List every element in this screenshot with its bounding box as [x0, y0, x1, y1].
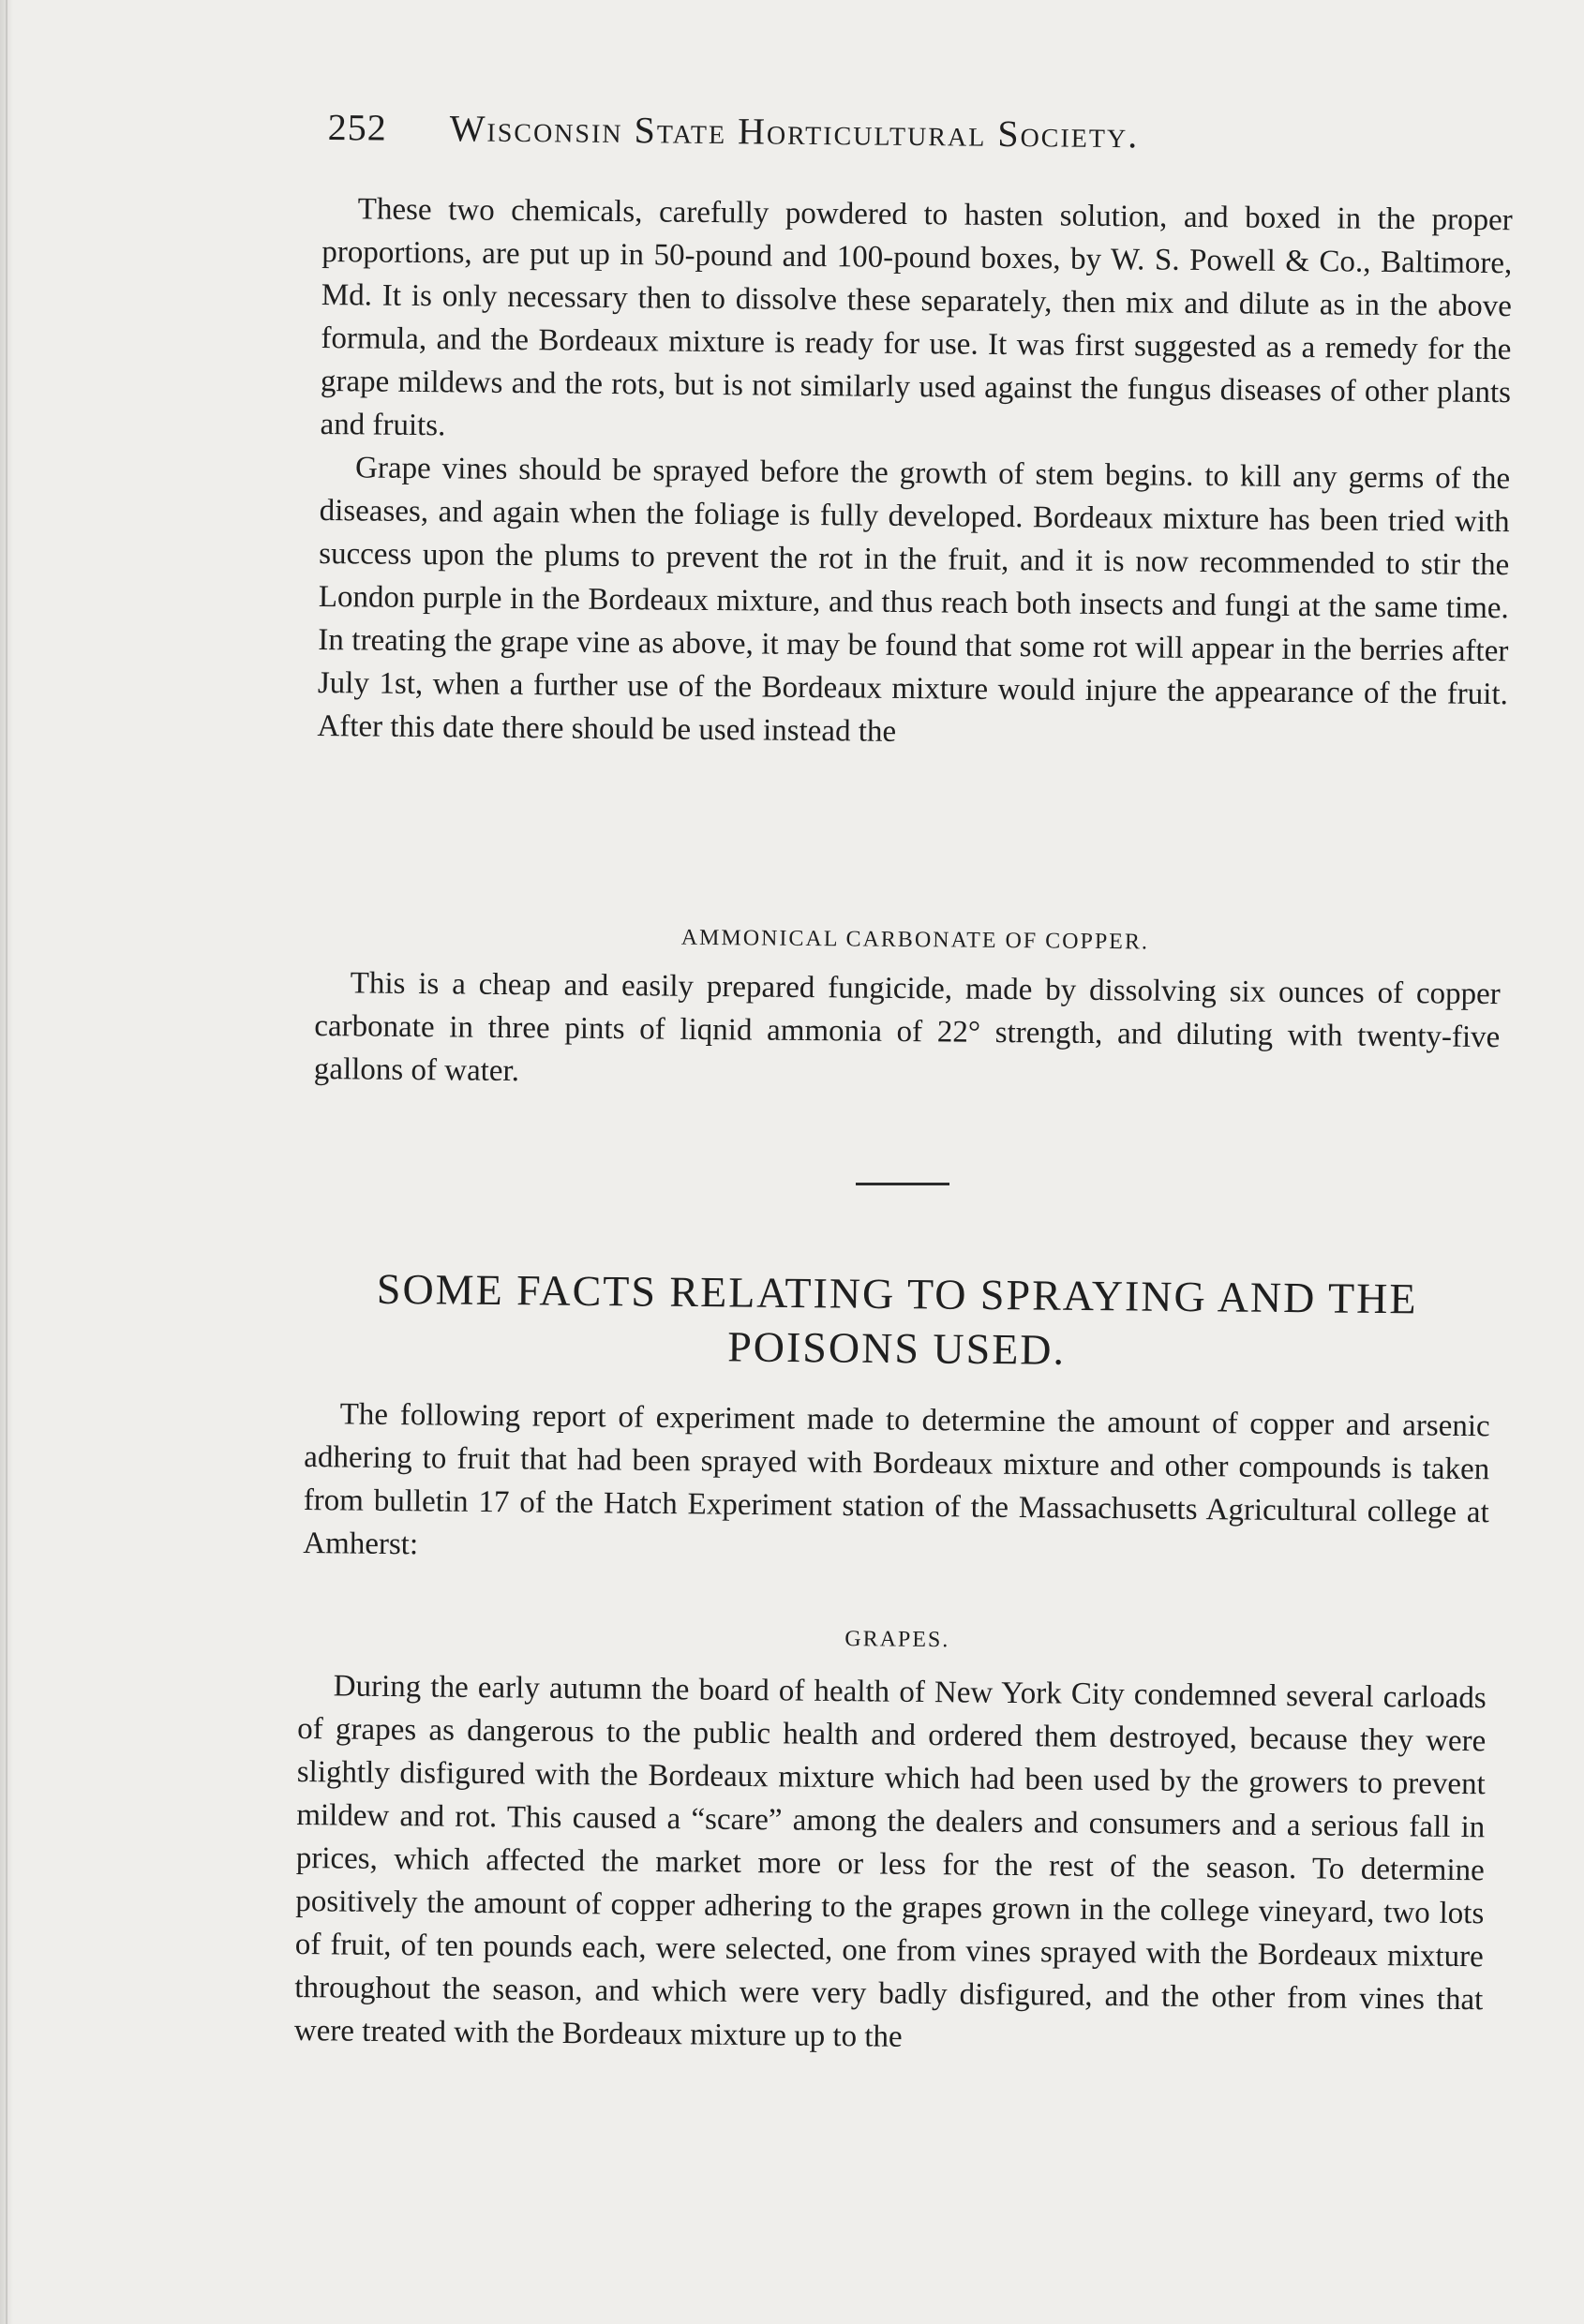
page-number: 252 [327, 105, 387, 149]
article-title-line-2: POISONS USED. [726, 1322, 1067, 1374]
section-divider [856, 1183, 949, 1185]
subhead-ammonical-carbonate: AMMONICAL CARBONATE OF COPPER. [680, 925, 1150, 955]
paragraph-report-intro: The following report of experiment made to determine the amount of copper and arsenic adhering to fruit that had been sprayed with Bordeaux mixture and other compounds is taken from bulletin 17 of the Hatch Experiment station of the Massachusetts Agricultural college at Amherst: [303, 1397, 1490, 1562]
subhead-grapes: GRAPES. [844, 1627, 950, 1653]
paragraph-chemicals: These two chemicals, carefully powdered to hasten solution, and boxed in the proper proportions, are put up in 50-pound and 100-pound boxes, by W. S. Powell & Co., Baltimore, Md. It is only necessary then to dissolve these separately, then mix and dilute as in the above formula, and the Bordeaux mixture is ready for use. It was first suggested as a remedy for the grape mildews and the rots, but is not similarly used against the fungus diseases of other plants and fruits. [320, 192, 1513, 443]
paragraph-grape-vines: Grape vines should be sprayed before the growth of stem begins. to kill any germs of the diseases, and again when the foliage is fully developed. Bordeaux mixture has been tried with success upon the plums to prevent the rot in the fruit, and it is now recommended to stir the London purple in the Bordeaux mixture, and thus reach both insects and fungi at the same time. In treating the grape vine as above, it may be found that some rot will appear in the berries after July 1st, when a further use of the Bordeaux mixture would injure the appearance of the fruit. After this date there should be used instead the [317, 451, 1511, 749]
paragraph-grapes: During the early autumn the board of health of New York City condemned several carloads of grapes as dangerous to the public health and ordered them destroyed, because they were slightly disfigured with the Bordeaux mixture which had been used by the growers to prevent mildew and rot. This caused a “scare” among the dealers and consumers and a serious fall in prices, which affected the market more or less for the rest of the season. To determine positively the amount of copper adhering to the grapes grown in the college vineyard, two lots of fruit, of ten pounds each, were selected, one from vines sprayed with the Bordeaux mixture throughout the season, and which were very badly disfigured, and the other from vines that were treated with the Bordeaux mixture up to the [293, 1669, 1487, 2054]
section-grapes [294, 1664, 1487, 2064]
article-title [304, 1261, 1490, 1381]
section-report-intro [303, 1393, 1490, 1577]
paragraph-ammonical: This is a cheap and easily prepared fungicide, made by dissolving six ounces of copper carbonate in three pints of liqnid ammonia of 22° strength, and diluting with twenty-five gallons of water. [313, 966, 1501, 1089]
page-binding-edge [6, 0, 7, 2324]
section-chemicals [317, 187, 1513, 759]
running-head [328, 105, 1406, 159]
running-head-title: Wisconsin State Horticultural Society. [449, 107, 1140, 156]
article-title-line-1: SOME FACTS RELATING TO SPRAYING AND THE [376, 1264, 1418, 1323]
section-ammonical [314, 961, 1501, 1102]
